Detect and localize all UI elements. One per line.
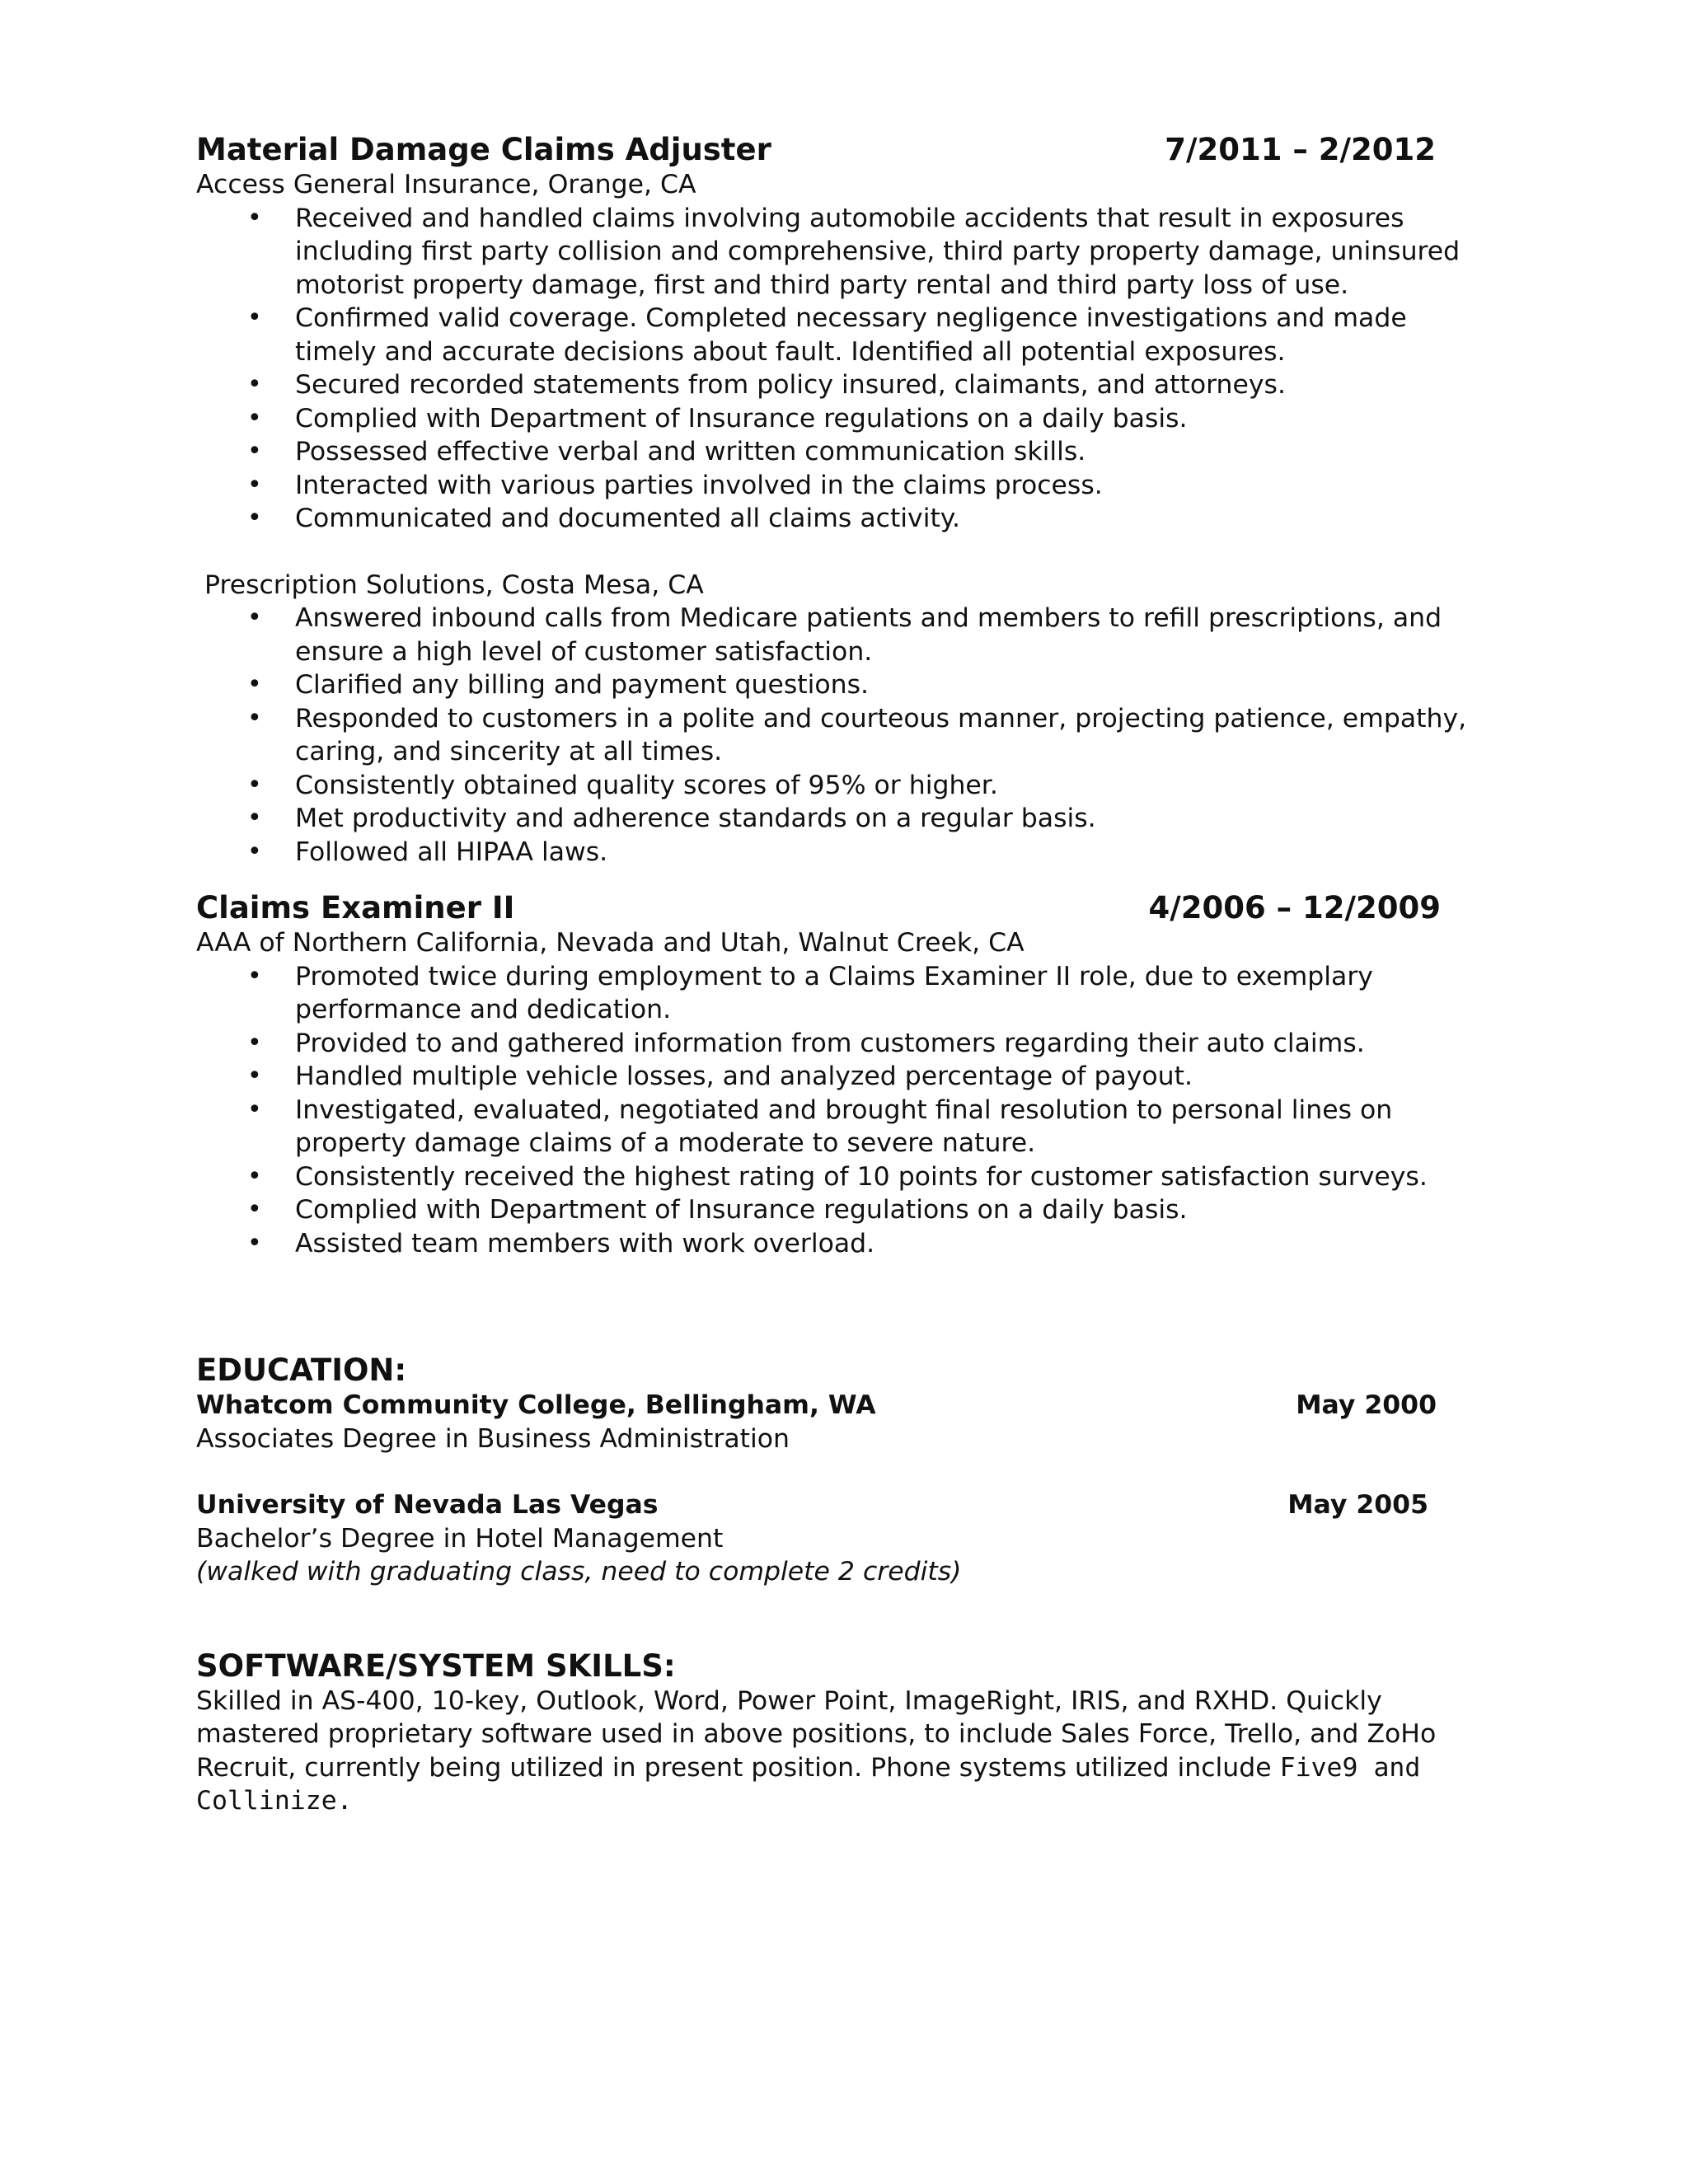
list-item: • Consistently obtained quality scores of 95% or higher. bbox=[196, 769, 1482, 803]
list-item: • Consistently received the highest rating of 10 points for customer satisfaction surveys. bbox=[196, 1160, 1482, 1194]
list-item: • Assisted team members with work overload. bbox=[196, 1227, 1482, 1261]
job-header-3 bbox=[196, 890, 1441, 926]
list-item: • Responded to customers in a polite and courteous manner, projecting patience, empathy, caring, and sincerity at all times. bbox=[196, 702, 1482, 769]
skills-section bbox=[196, 1685, 1482, 1818]
list-item: • Complied with Department of Insurance regulations on a daily basis. bbox=[196, 1193, 1482, 1227]
job-duties-2 bbox=[196, 602, 1482, 869]
list-item: • Complied with Department of Insurance regulations on a daily basis. bbox=[196, 402, 1482, 436]
list-item: • Followed all HIPAA laws. bbox=[196, 836, 1482, 869]
school-degree-1: Associates Degree in Business Administration bbox=[196, 1423, 790, 1454]
school-date-1: May 2000 bbox=[1296, 1390, 1437, 1420]
school-name-1: Whatcom Community College, Bellingham, WA bbox=[196, 1390, 876, 1420]
list-item: • Answered inbound calls from Medicare patients and members to refill prescriptions, and ensure a high level of customer satisfaction. bbox=[196, 602, 1482, 668]
skills-text-main: Skilled in AS-400, 10-key, Outlook, Word, Power Point, ImageRight, IRIS, and RXHD. Quickly mastered proprietary software used in above positions, to include Sales Force, Trello, and ZoHo Recruit, currently being utilized in present position. Phone systems utilized include bbox=[196, 1685, 1437, 1783]
list-item: • Investigated, evaluated, negotiated and brought final resolution to personal lines on property damage claims of a moderate to severe nature. bbox=[196, 1094, 1482, 1160]
job-duties-1 bbox=[196, 202, 1482, 536]
school-date-2: May 2005 bbox=[1287, 1490, 1428, 1520]
spacer bbox=[196, 1589, 1482, 1648]
list-item: • Provided to and gathered information from customers regarding their auto claims. bbox=[196, 1027, 1482, 1061]
resume-content bbox=[196, 132, 1482, 1818]
job-header-1 bbox=[196, 132, 1441, 168]
skills-text-mono: Five9 and Collinize. bbox=[196, 1752, 1421, 1816]
job-title-1: Material Damage Claims Adjuster bbox=[196, 132, 771, 167]
school-row-2 bbox=[196, 1488, 1428, 1522]
list-item: • Confirmed valid coverage. Completed necessary negligence investigations and made timely and accurate decisions about fault. Identified all potential exposures. bbox=[196, 302, 1482, 368]
spacer bbox=[196, 1455, 1482, 1488]
list-item: • Met productivity and adherence standards on a regular basis. bbox=[196, 802, 1482, 836]
spacer bbox=[196, 869, 1482, 890]
spacer bbox=[196, 1260, 1482, 1352]
list-item: • Handled multiple vehicle losses, and analyzed percentage of payout. bbox=[196, 1060, 1482, 1094]
job-company-1: Access General Insurance, Orange, CA bbox=[196, 170, 696, 199]
spacer bbox=[196, 536, 1482, 569]
job-duties-3 bbox=[196, 960, 1482, 1261]
list-item: • Received and handled claims involving automobile accidents that result in exposures including first party collision and comprehensive, third party property damage, uninsured motorist property damage, first and third party rental and third party loss of use. bbox=[196, 202, 1482, 302]
job-dates-1: 7/2011 – 2/2012 bbox=[1165, 132, 1436, 167]
job-dates-3: 4/2006 – 12/2009 bbox=[1148, 890, 1441, 926]
skills-heading: SOFTWARE/SYSTEM SKILLS: bbox=[196, 1647, 676, 1684]
job-company-3: AAA of Northern California, Nevada and Utah, Walnut Creek, CA bbox=[196, 928, 1025, 958]
school-row-1 bbox=[196, 1389, 1437, 1422]
skills-text bbox=[196, 1685, 1482, 1818]
list-item: • Possessed effective verbal and written communication skills. bbox=[196, 435, 1482, 469]
school-name-2: University of Nevada Las Vegas bbox=[196, 1490, 659, 1520]
job-title-3: Claims Examiner II bbox=[196, 890, 515, 926]
list-item: • Interacted with various parties involved in the claims process. bbox=[196, 469, 1482, 503]
list-item: • Clarified any billing and payment questions. bbox=[196, 668, 1482, 702]
education-heading: EDUCATION: bbox=[196, 1352, 407, 1388]
list-item: • Promoted twice during employment to a Claims Examiner II role, due to exemplary performance and dedication. bbox=[196, 960, 1482, 1027]
school-note-2: (walked with graduating class, need to complete 2 credits) bbox=[196, 1557, 962, 1586]
job-company-2: Prescription Solutions, Costa Mesa, CA bbox=[204, 569, 704, 600]
list-item: • Secured recorded statements from policy insured, claimants, and attorneys. bbox=[196, 368, 1482, 402]
list-item: • Communicated and documented all claims activity. bbox=[196, 502, 1482, 536]
school-degree-2: Bachelor’s Degree in Hotel Management bbox=[196, 1523, 724, 1554]
